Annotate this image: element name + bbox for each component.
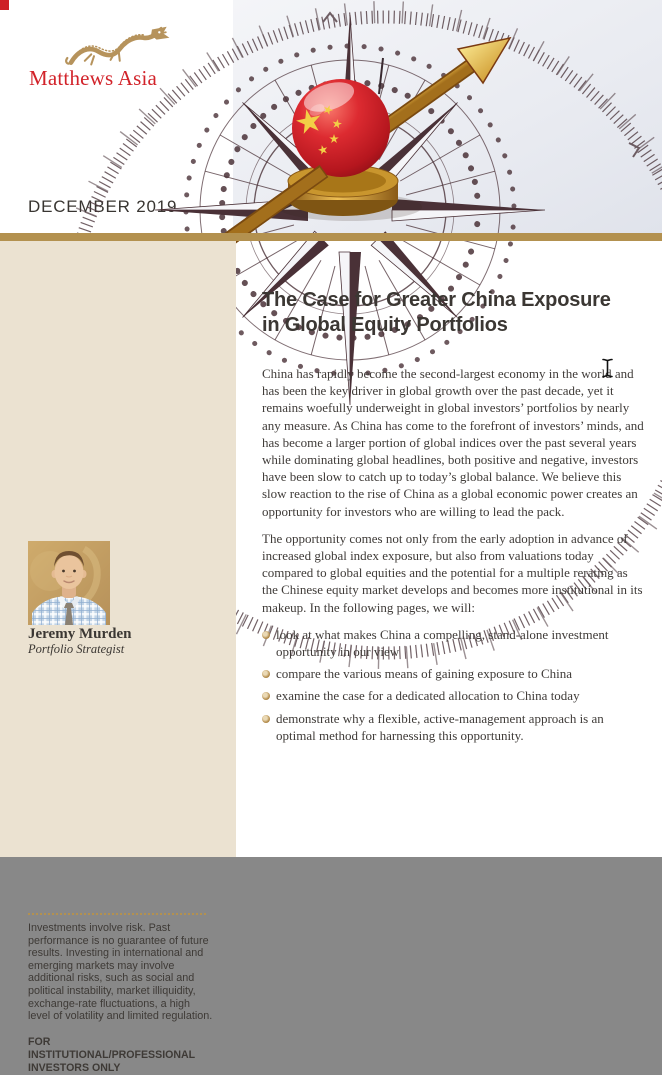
risk-disclaimer: Investments involve risk. Past performance is no guarantee of future results. Investing in international and emerging markets may involve additional risks, such as social and political instability, market illiquidity, exchange-rate fluctuations, a high level of volatility and limited regulation. (28, 922, 213, 1023)
divider-bar (0, 233, 662, 241)
hero-compass-image (233, 0, 662, 233)
list-item (262, 687, 646, 704)
text-cursor-icon (601, 358, 614, 378)
author-name: Jeremy Murden (28, 626, 132, 642)
bullet-text: compare the various means of gaining exposure to China (276, 666, 573, 682)
sidebar (0, 241, 236, 1074)
list-item (262, 710, 646, 744)
bullet-text: look at what makes China a compelling, stand-alone investment opportunity in our view (276, 626, 609, 660)
dotted-divider (28, 913, 206, 915)
author-job-title: Portfolio Strategist (28, 642, 125, 656)
issue-date: DECEMBER 2019 (28, 197, 178, 216)
article-column (262, 288, 646, 749)
list-item (262, 665, 646, 682)
bullet-text: demonstrate why a flexible, active-management approach is an optimal method for harnessing this opportunity. (276, 710, 604, 743)
opportunity-paragraph[interactable]: The opportunity comes not only from the early adoption in advance of increased global index exposure, but also from valuations today compared to global equities and the potential for a multiple rerating as the Chinese equity market develops and becomes more institutional in its makeup. In the following pages, we will: (262, 530, 643, 615)
bullet-icon (262, 670, 270, 678)
list-item (262, 626, 646, 660)
bullet-icon (262, 715, 270, 723)
investor-notice: FOR INSTITUTIONAL/PROFESSIONAL INVESTORS ONLY (28, 1036, 195, 1074)
header (0, 0, 662, 233)
bullet-list (262, 626, 646, 744)
bullet-icon (262, 631, 270, 639)
page-title-line2: in Global Equity Portfolios (262, 314, 508, 336)
bullet-icon (262, 692, 270, 700)
page-title-line1: The Case for Greater China Exposure (262, 289, 611, 311)
bullet-text: examine the case for a dedicated allocation to China today (276, 688, 580, 704)
intro-paragraph[interactable]: China has rapidly become the second-largest economy in the world and has been the key driver in global growth over the past decade, yet it remains woefully underweight in global investors’ portfolios by nearly any measure. As China has come to the forefront of investors’ minds, and has become a larger portion of global indices over the past several years while dominating global headlines, both positive and negative, investors have been slow to catch up to today’s global balance. We believe this slow reaction to the rise of China as a global economic power creates an opportunity for investors who are willing to lead the pack. (262, 366, 644, 519)
page-title (262, 288, 646, 338)
brand-wordmark: Matthews Asia (29, 66, 158, 90)
author-portrait (28, 541, 110, 625)
dragon-icon (60, 24, 174, 70)
corner-artifact-mark (0, 0, 9, 10)
